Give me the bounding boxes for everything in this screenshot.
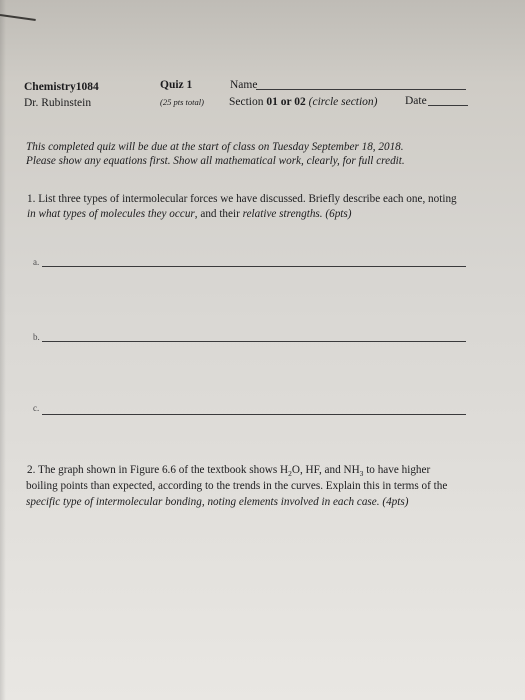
answer-label-b: b. bbox=[33, 332, 40, 342]
answer-line-a[interactable] bbox=[42, 266, 466, 267]
q2-text-b: O, HF, and NH bbox=[291, 464, 360, 476]
quiz-title: Quiz 1 bbox=[160, 79, 193, 91]
q2-text-a: 2. The graph shown in Figure 6.6 of the textbook shows H bbox=[27, 464, 289, 476]
question-2-line-1 bbox=[27, 463, 430, 477]
answer-label-c: c. bbox=[33, 403, 40, 413]
section-line bbox=[229, 97, 378, 109]
section-options[interactable]: 01 or 02 bbox=[266, 96, 306, 108]
date-line[interactable] bbox=[428, 105, 468, 106]
points-total: (25 pts total) bbox=[160, 97, 204, 107]
instructions-line-1: This completed quiz will be due at the start of class on Tuesday September 18, 2018. bbox=[26, 141, 404, 153]
question-2-line-2: boiling points than expected, according to the trends in the curves. Explain this in terms of the bbox=[26, 480, 448, 492]
instructor-name: Dr. Rubinstein bbox=[24, 97, 92, 109]
name-line[interactable] bbox=[256, 89, 466, 90]
answer-line-b[interactable] bbox=[42, 341, 466, 342]
question-1-line-2 bbox=[27, 207, 352, 221]
q1-points: . (6pts) bbox=[319, 208, 352, 220]
q2-text-c: to have higher bbox=[363, 464, 431, 476]
name-label: Name bbox=[230, 79, 258, 91]
section-prefix: Section bbox=[229, 96, 264, 108]
section-note: (circle section) bbox=[308, 96, 378, 108]
q1-connector: , and their bbox=[194, 208, 243, 220]
q1-emphasis-molecules: in what types of molecules they occur bbox=[27, 208, 195, 220]
question-2-line-3: specific type of intermolecular bonding, noting elements involved in each case. (4pts) bbox=[26, 496, 409, 508]
instructions-line-2: Please show any equations first. Show all mathematical work, clearly, for full credit. bbox=[26, 155, 405, 167]
q2-subscript-2: 2 bbox=[288, 469, 292, 479]
q2-subscript-3: 3 bbox=[359, 469, 364, 479]
date-label: Date bbox=[405, 95, 427, 107]
question-1-line-1: 1. List three types of intermolecular forces we have discussed. Briefly describe each one, noting bbox=[27, 193, 457, 205]
course-name: Chemistry1084 bbox=[24, 81, 99, 93]
q1-emphasis-strengths: relative strengths bbox=[242, 208, 320, 220]
answer-label-a: a. bbox=[33, 257, 40, 267]
answer-line-c[interactable] bbox=[42, 414, 466, 415]
